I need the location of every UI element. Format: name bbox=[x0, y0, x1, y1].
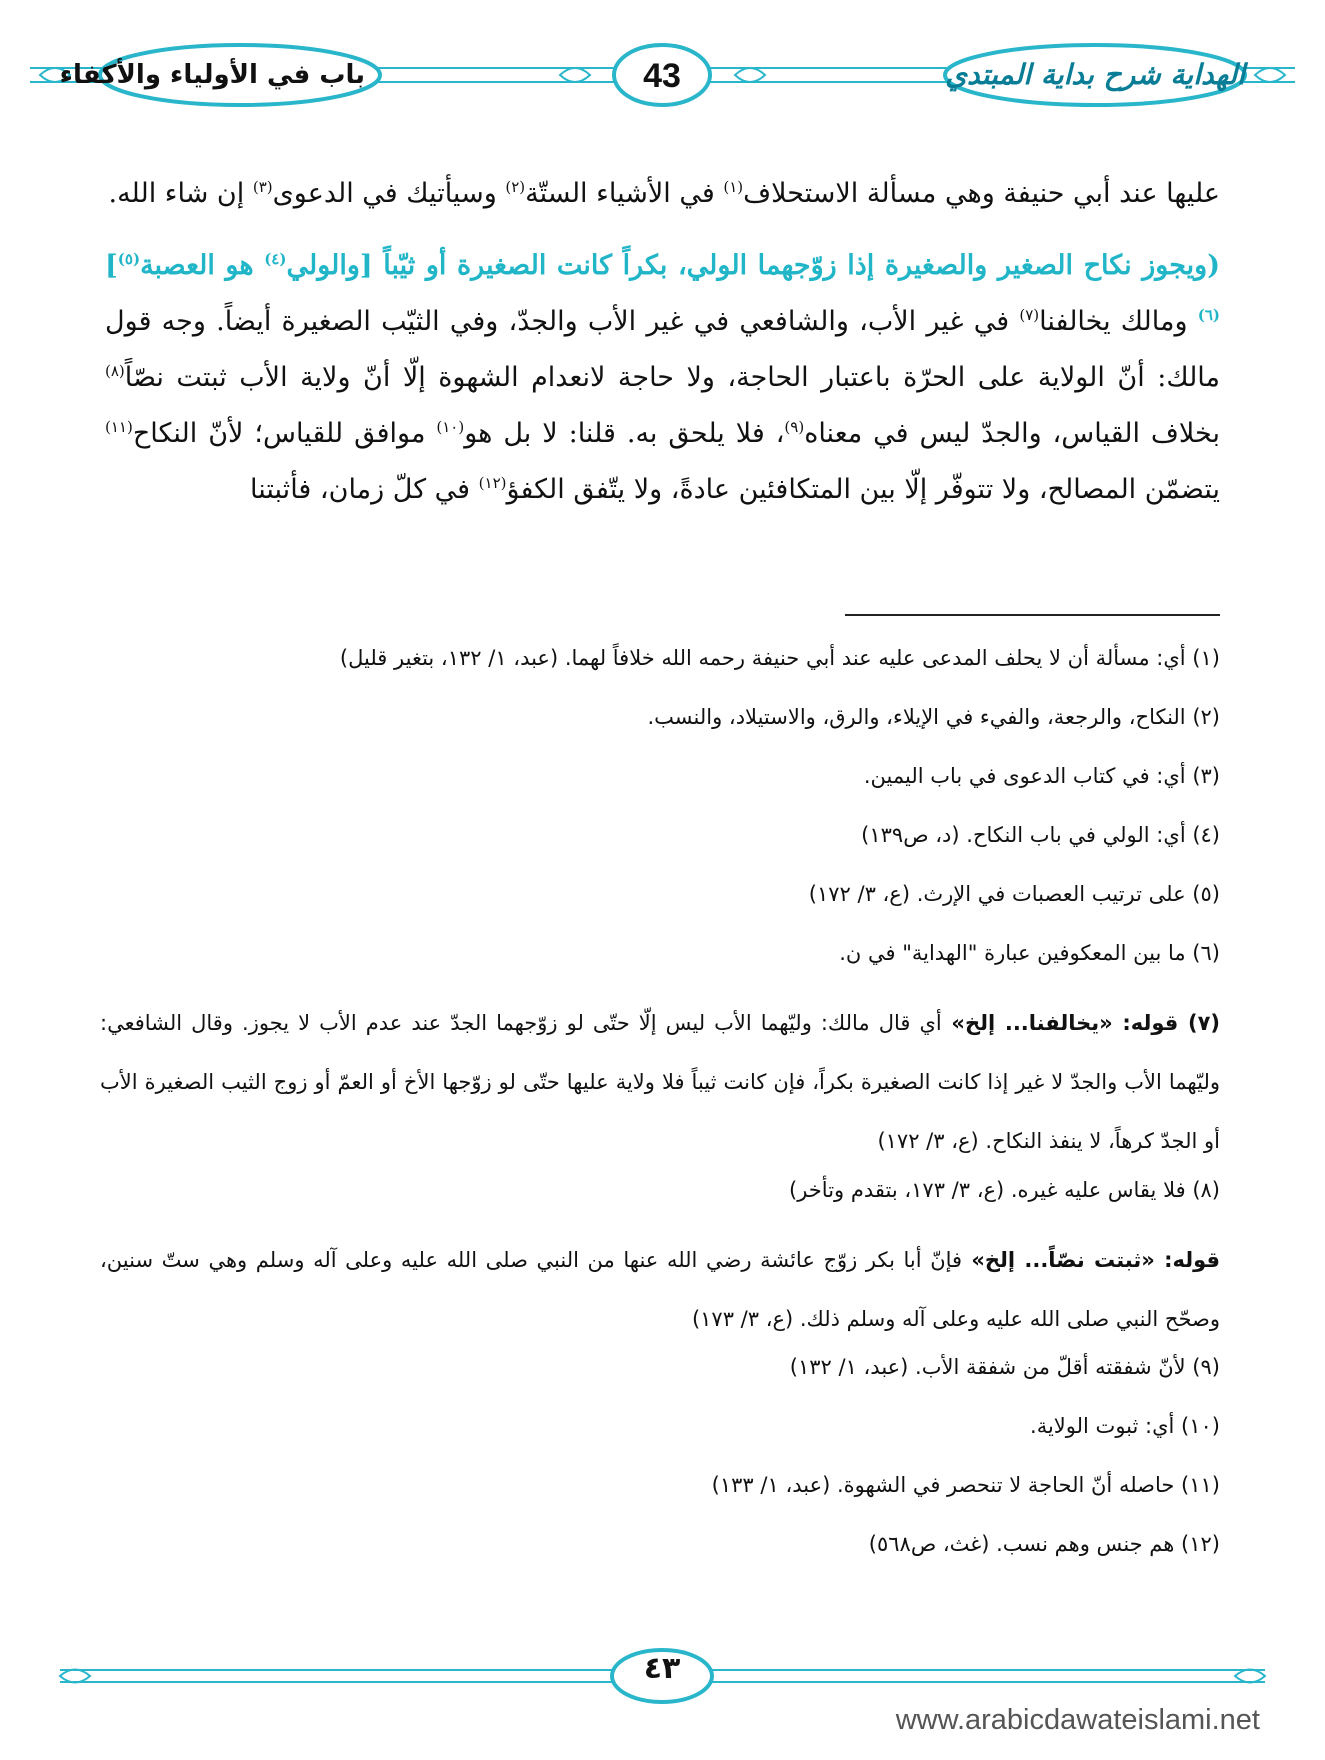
footnote-item: (٩) لأنّ شفقته أقلّ من شفقة الأب. (عبد، ١/ ١٣٢) bbox=[789, 1355, 1220, 1379]
body-text: في الأشياء الستّة bbox=[525, 178, 724, 209]
footnote-item: (١٠) أي: ثبوت الولاية. bbox=[1030, 1414, 1220, 1438]
footnote-text: أي قال مالك: وليّهما الأب ليس إلّا حتّى لو زوّجهما الجدّ عند عدم الأب لا يجوز. وقال الشافعي: وليّهما الأب والجدّ لا غير إذا كانت الصغيرة بكراً، فإن كانت ثيباً فلا ولاية عليها حتّى لو زوّجها الأخ أو العمّ أو زوج الثيب الصغيرة الأب أو الجدّ كرهاً، لا ينفذ النكاح. (ع، ٣/ ١٧٢) bbox=[100, 1011, 1220, 1153]
footnote-item: (٢) النكاح، والرجعة، والفيء في الإيلاء، والرق، والاستيلاد، والنسب. bbox=[647, 705, 1220, 729]
footnote-ref[interactable]: (١١) bbox=[105, 418, 133, 436]
footnote-item-8b bbox=[100, 1231, 1220, 1349]
footnote-text: فإنّ أبا بكر زوّج عائشة رضي الله عنها من النبي صلى الله عليه وعلى آله وسلم وهي ستّ سنين، وصحّح النبي صلى الله عليه وعلى آله وسلم ذلك. (ع، ٣/ ١٧٣) bbox=[100, 1248, 1220, 1331]
footnote-ref[interactable]: (٦) bbox=[1197, 306, 1221, 324]
chapter-title: باب في الأولياء والأكفاء bbox=[59, 60, 365, 90]
footnote-item: (٤) أي: الولي في باب النكاح. (د، ص١٣٩) bbox=[861, 823, 1220, 847]
body-text: يتضمّن المصالح، ولا تتوفّر إلّا بين المتكافئين عادةً، ولا يتّفق الكفؤ bbox=[506, 474, 1220, 505]
footnote-lemma: (٧) قوله: «يخالفنا... إلخ» bbox=[941, 1011, 1221, 1035]
header-ornament-right bbox=[1255, 68, 1285, 82]
footnote-ref[interactable]: (٧) bbox=[1019, 306, 1040, 324]
footer-ornament-right bbox=[1235, 1670, 1265, 1683]
body-text: ، فلا يلحق به. قلنا: لا بل هو bbox=[464, 418, 785, 449]
footnote-ref[interactable]: (١٠) bbox=[436, 418, 465, 436]
footnote-ref[interactable]: (١) bbox=[723, 178, 744, 196]
body-paragraph-2 bbox=[105, 238, 1220, 518]
book-title: الهداية شرح بداية المبتدي bbox=[945, 58, 1245, 91]
body-text: ومالك يخالفنا bbox=[1039, 306, 1198, 337]
footnote-ref[interactable]: (٨) bbox=[105, 362, 125, 380]
matn-text: (ويجوز نكاح الصغير والصغيرة إذا زوّجهما الولي، بكراً كانت الصغيرة أو ثيّباً [والولي bbox=[286, 250, 1220, 281]
body-text: وسيأتيك في الدعوى bbox=[272, 178, 506, 209]
footnote-ref[interactable]: (٢) bbox=[505, 178, 526, 196]
matn-text: هو العصبة bbox=[140, 250, 265, 281]
footer-ornament-left bbox=[60, 1670, 90, 1683]
footnote-item-7 bbox=[100, 994, 1220, 1171]
footnote-item: (٣) أي: في كتاب الدعوى في باب اليمين. bbox=[863, 764, 1220, 788]
body-text: إن شاء الله. bbox=[108, 178, 253, 209]
body-paragraph-1 bbox=[105, 166, 1220, 222]
footnote-ref[interactable]: (٣) bbox=[252, 178, 273, 196]
footer-page-number: ٤٣ bbox=[643, 1651, 681, 1686]
footnote-item: (١١) حاصله أنّ الحاجة لا تنحصر في الشهوة. (عبد، ١/ ١٣٣) bbox=[711, 1473, 1220, 1497]
header-ornament-mid-r bbox=[735, 68, 765, 82]
footnote-ref[interactable]: (٩) bbox=[784, 418, 805, 436]
body-text: موافق للقياس؛ لأنّ النكاح bbox=[132, 418, 437, 449]
footnote-item: (٨) فلا يقاس عليه غيره. (ع، ٣/ ١٧٣، بتقدم وتأخر) bbox=[789, 1178, 1220, 1202]
body-text: بخلاف القياس، والجدّ ليس في معناه bbox=[804, 418, 1220, 449]
header-ornament-mid-l bbox=[560, 68, 590, 82]
footnote-item: (٦) ما بين المعكوفين عبارة "الهداية" في ن. bbox=[839, 941, 1220, 965]
footnote-item: (٥) على ترتيب العصبات في الإرث. (ع، ٣/ ١٧٢) bbox=[808, 882, 1220, 906]
website-url[interactable]: www.arabicdawateislami.net bbox=[895, 1704, 1260, 1736]
footnote-ref[interactable]: (٤) bbox=[264, 250, 287, 268]
footnote-item: (١٢) هم جنس وهم نسب. (غث، ص٥٦٨) bbox=[868, 1532, 1220, 1556]
footnote-ref[interactable]: (٥) bbox=[117, 250, 141, 268]
page-header bbox=[0, 0, 1325, 160]
footnote-divider bbox=[845, 614, 1220, 616]
body-text: في كلّ زمان، فأثبتنا bbox=[250, 474, 479, 505]
header-page-number: 43 bbox=[643, 57, 681, 95]
matn-text: ] bbox=[105, 250, 118, 281]
footnote-item: (١) أي: مسألة أن لا يحلف المدعى عليه عند أبي حنيفة رحمه الله خلافاً لهما. (عبد، ١/ ١٣٢، بتغير قليل) bbox=[339, 646, 1220, 670]
body-text: عليها عند أبي حنيفة وهي مسألة الاستحلاف bbox=[743, 178, 1220, 209]
body-text: في غير الأب، والشافعي في غير الأب والجدّ، وفي الثيّب الصغيرة أيضاً. وجه قول مالك: أنّ الولاية على الحرّة باعتبار الحاجة، ولا حاجة لانعدام الشهوة إلّا أنّ ولاية الأب ثبتت نصّاً bbox=[105, 306, 1220, 393]
footnote-ref[interactable]: (١٢) bbox=[478, 474, 507, 492]
footnote-lemma: قوله: «ثبتت نصّاً... إلخ» bbox=[962, 1248, 1221, 1272]
